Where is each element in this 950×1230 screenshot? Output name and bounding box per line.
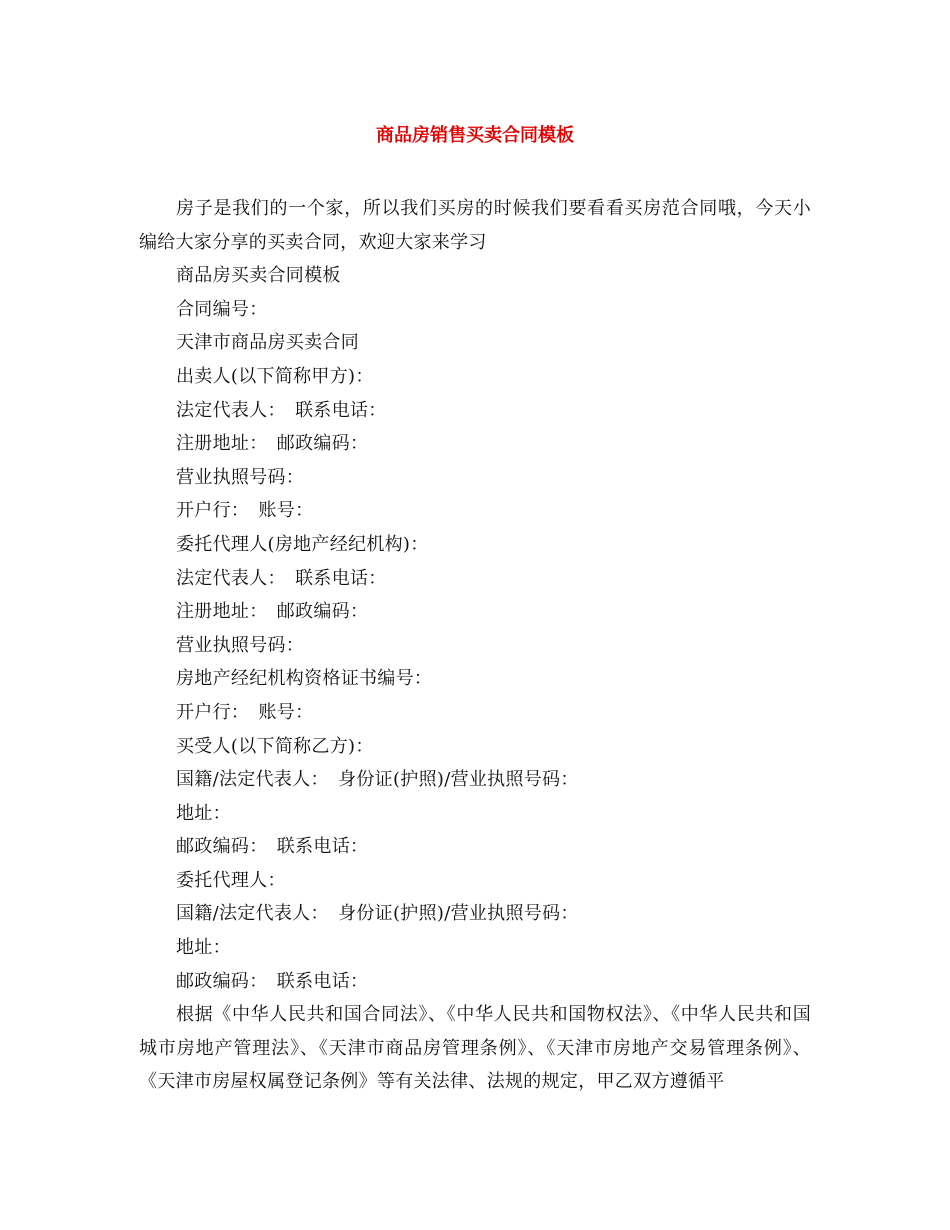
seller-bank-line: 开户行： 账号： <box>176 500 314 522</box>
contract-name-line: 天津市商品房买卖合同 <box>176 332 359 354</box>
buyer-agent-address-line: 地址： <box>176 937 231 959</box>
buyer-agent-line: 委托代理人： <box>176 869 286 891</box>
agent-bank-line: 开户行： 账号： <box>176 701 314 723</box>
agent-address-line: 注册地址： 邮政编码： <box>176 601 369 623</box>
agent-certificate-line: 房地产经纪机构资格证书编号： <box>176 668 433 690</box>
agent-line: 委托代理人(房地产经纪机构)： <box>176 533 429 555</box>
buyer-line: 买受人(以下简称乙方)： <box>176 735 374 757</box>
document-body <box>139 192 811 1099</box>
intro-paragraph: 房子是我们的一个家，所以我们买房的时候我们要看看买房范合同哦，今天小编给大家分享的买卖合同，欢迎大家来学习 <box>139 198 811 253</box>
contract-number-line: 合同编号： <box>176 298 268 320</box>
buyer-agent-contact-line: 邮政编码： 联系电话： <box>176 970 369 992</box>
buyer-contact-line: 邮政编码： 联系电话： <box>176 836 369 858</box>
buyer-address-line: 地址： <box>176 802 231 824</box>
template-heading: 商品房买卖合同模板 <box>176 265 341 287</box>
buyer-agent-id-line: 国籍/法定代表人： 身份证(护照)/营业执照号码： <box>176 903 579 925</box>
seller-line: 出卖人(以下简称甲方)： <box>176 365 374 387</box>
document-title: 商品房销售买卖合同模板 <box>376 125 574 146</box>
agent-license-line: 营业执照号码： <box>176 634 305 656</box>
buyer-id-line: 国籍/法定代表人： 身份证(护照)/营业执照号码： <box>176 769 579 791</box>
agent-representative-line: 法定代表人： 联系电话： <box>176 567 387 589</box>
seller-address-line: 注册地址： 邮政编码： <box>176 433 369 455</box>
seller-license-line: 营业执照号码： <box>176 466 305 488</box>
seller-representative-line: 法定代表人： 联系电话： <box>176 399 387 421</box>
legal-basis-paragraph: 根据《中华人民共和国合同法》、《中华人民共和国物权法》、《中华人民共和国城市房地产管理法》、《天津市商品房管理条例》、《天津市房地产交易管理条例》、《天津市房屋权属登记条例》等有关法律、法规的规定，甲乙双方遵循平 <box>139 1004 811 1093</box>
